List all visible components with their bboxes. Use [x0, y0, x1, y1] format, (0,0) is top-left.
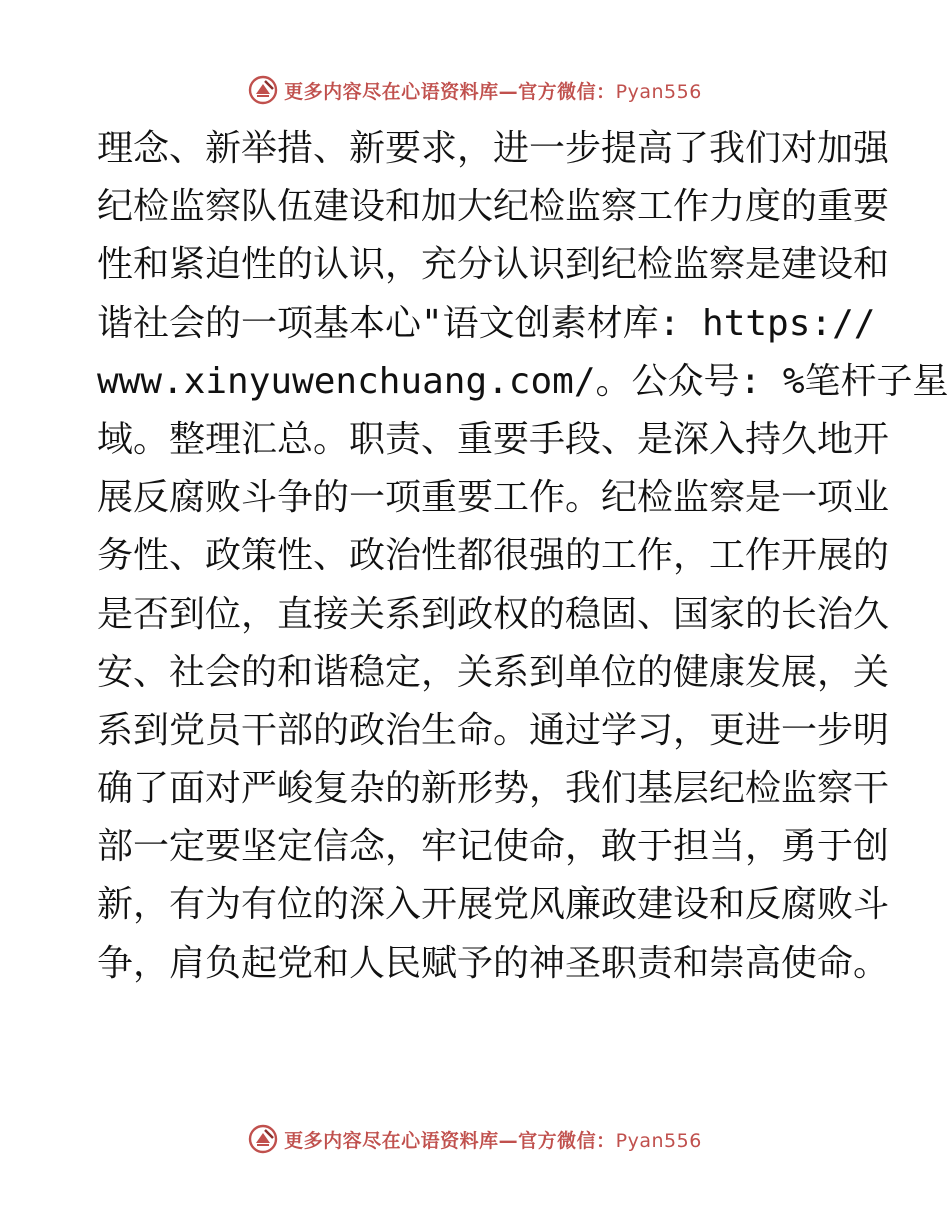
footer-watermark: [0, 1121, 950, 1157]
body-line: 是否到位，直接关系到政权的稳固、国家的长治久: [97, 593, 890, 635]
body-line: 系到党员干部的政治生命。通过学习，更进一步明: [97, 709, 890, 751]
body-line: 确了面对严峻复杂的新形势，我们基层纪检监察干: [97, 768, 890, 810]
body-line: 争，肩负起党和人民赋予的神圣职责和崇高使命。: [97, 942, 890, 984]
body-line: 安、社会的和谐稳定，关系到单位的健康发展，关: [97, 651, 890, 693]
body-line: 展反腐败斗争的一项重要工作。纪检监察是一项业: [97, 477, 890, 519]
body-line: 纪检监察队伍建设和加大纪检监察工作力度的重要: [97, 186, 890, 228]
body-line: 性和紧迫性的认识，充分认识到纪检监察是建设和: [97, 244, 890, 286]
body-line: 部一定要坚定信念，牢记使命，敢于担当，勇于创: [97, 826, 890, 868]
document-body: [97, 120, 949, 993]
body-line: 域。整理汇总。职责、重要手段、是深入持久地开: [97, 418, 890, 460]
book-pen-icon: [248, 75, 278, 105]
book-pen-icon: [248, 1124, 278, 1154]
body-line: 新，有为有位的深入开展党风廉政建设和反腐败斗: [97, 884, 890, 926]
watermark-text: 更多内容尽在心语资料库—官方微信：Pyan556: [284, 1129, 702, 1152]
body-line: 务性、政策性、政治性都很强的工作，工作开展的: [97, 535, 890, 577]
body-line: 理念、新举措、新要求，进一步提高了我们对加强: [97, 128, 890, 169]
body-line: www.xinyuwenchuang.com/。公众号: %笔杆子星: [97, 360, 949, 402]
body-line: 谐社会的一项基本心"语文创素材库: https://: [97, 302, 876, 344]
header-watermark: [0, 72, 950, 108]
watermark-text: 更多内容尽在心语资料库—官方微信：Pyan556: [284, 80, 702, 103]
